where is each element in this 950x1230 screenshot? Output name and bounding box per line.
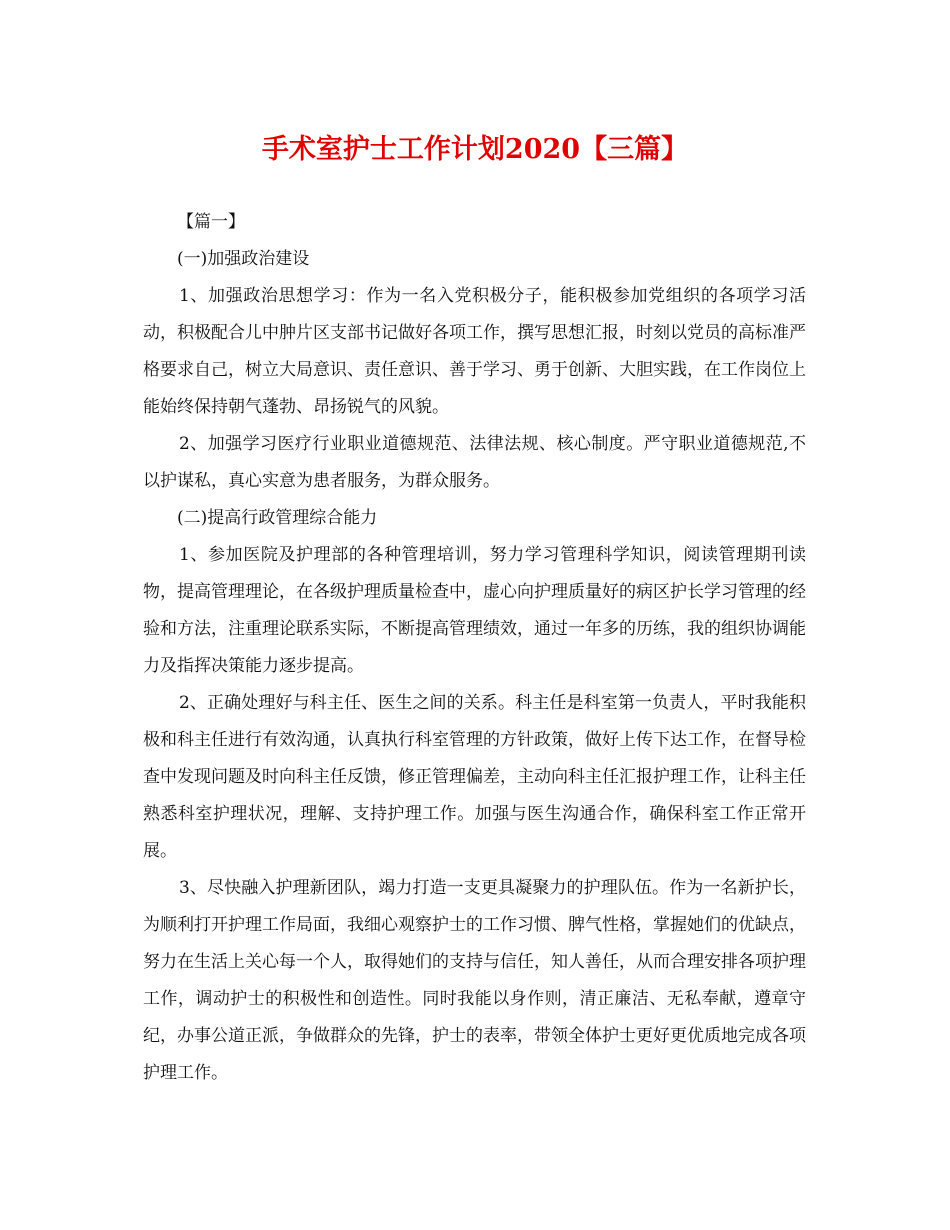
- section-heading-political: (一)加强政治建设: [177, 249, 310, 269]
- paragraph-ethics-study: 2、加强学习医疗行业职业道德规范、法律法规、核心制度。严守职业道德规范,不以护谋私，真心实意为患者服务，为群众服务。: [143, 434, 806, 491]
- document-body: [143, 204, 806, 1092]
- section-heading-management: (二)提高行政管理综合能力: [177, 508, 378, 528]
- paragraph-management-training: 1、参加医院及护理部的各种管理培训，努力学习管理科学知识，阅读管理期刊读物，提高管理理论，在各级护理质量检查中，虚心向护理质量好的病区护长学习管理的经验和方法，注重理论联系实际，不断提高管理绩效，通过一年多的历练，我的组织协调能力及指挥决策能力逐步提高。: [143, 545, 806, 676]
- paragraph-team-building: 3、尽快融入护理新团队，竭力打造一支更具凝聚力的护理队伍。作为一名新护长，为顺利打开护理工作局面，我细心观察护士的工作习惯、脾气性格，掌握她们的优缺点，努力在生活上关心每一个人，取得她们的支持与信任，知人善任，从而合理安排各项护理工作，调动护士的积极性和创造性。同时我能以身作则，清正廉洁、无私奉献，遵章守纪，办事公道正派，争做群众的先锋，护士的表率，带领全体护士更好更优质地完成各项护理工作。: [143, 878, 806, 1083]
- page-title: 手术室护士工作计划2020【三篇】: [261, 134, 689, 165]
- paragraph-political-study: 1、加强政治思想学习：作为一名入党积极分子，能积极参加党组织的各项学习活动，积极配合儿中肿片区支部书记做好各项工作，撰写思想汇报，时刻以党员的高标准严格要求自己，树立大局意识、责任意识、善于学习、勇于创新、大胆实践，在工作岗位上能始终保持朝气蓬勃、昂扬锐气的风貌。: [143, 286, 806, 417]
- paragraph-director-relations: 2、正确处理好与科主任、医生之间的关系。科主任是科室第一负责人，平时我能积极和科主任进行有效沟通，认真执行科室管理的方针政策，做好上传下达工作，在督导检查中发现问题及时向科主任反馈，修正管理偏差，主动向科主任汇报护理工作，让科主任熟悉科室护理状况，理解、支持护理工作。加强与医生沟通合作，确保科室工作正常开展。: [143, 693, 806, 861]
- section-label: 【篇一】: [177, 212, 245, 232]
